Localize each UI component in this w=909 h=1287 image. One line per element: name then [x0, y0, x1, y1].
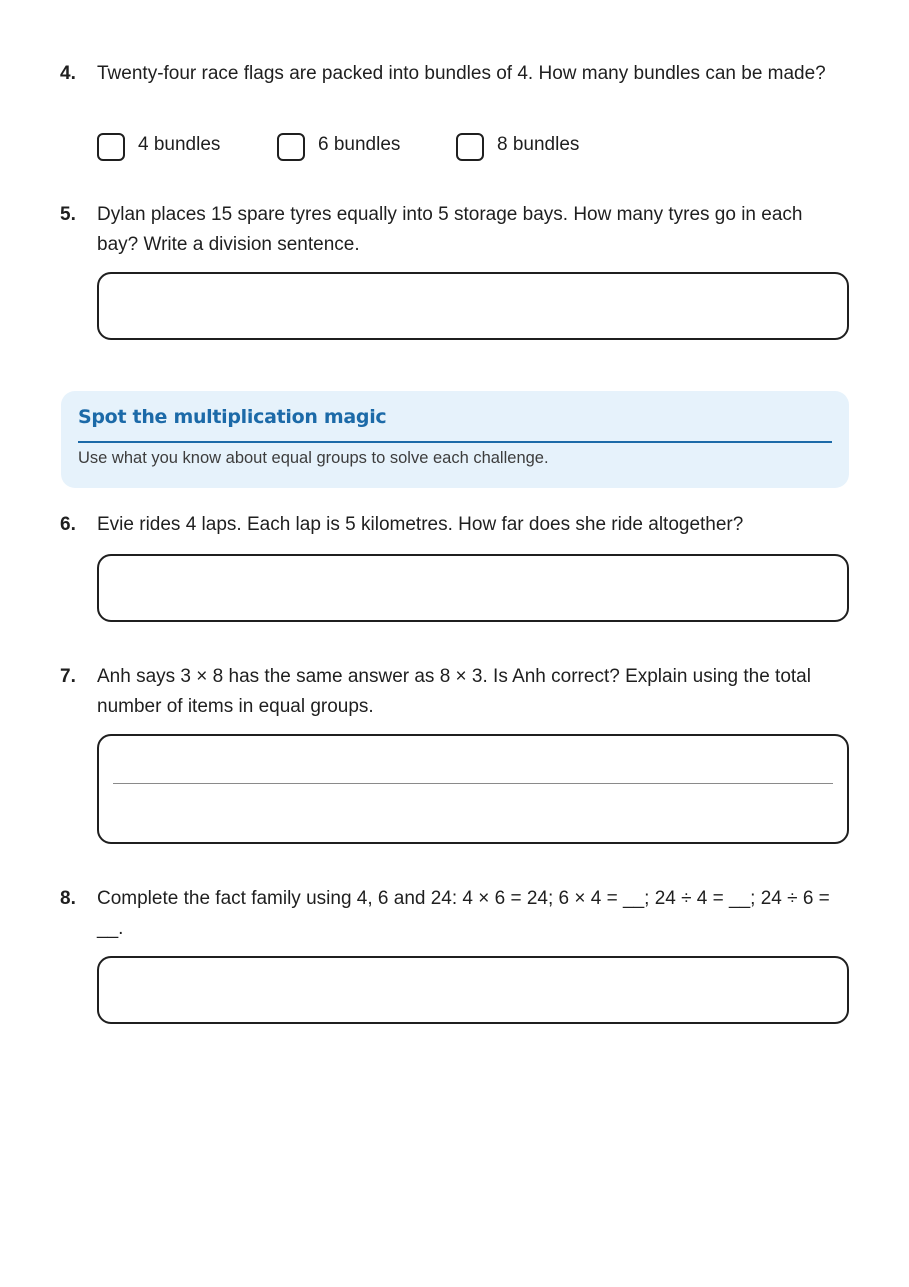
answer-options	[97, 130, 797, 164]
option-8-bundles[interactable]	[456, 130, 579, 164]
callout-text: Use what you know about equal groups to solve each challenge.	[78, 449, 549, 467]
question-6	[60, 510, 830, 540]
checkbox[interactable]	[97, 133, 125, 161]
callout-divider	[78, 441, 832, 443]
question-text: Dylan places 15 spare tyres equally into 5 storage bays. How many tyres go in each bay? Write a division sentence.	[97, 204, 803, 255]
checkbox[interactable]	[277, 133, 305, 161]
answer-box-6[interactable]	[97, 554, 849, 622]
question-8	[60, 884, 830, 944]
question-number: 5.	[60, 204, 76, 225]
option-6-bundles[interactable]	[277, 130, 400, 164]
question-number: 7.	[60, 666, 76, 687]
question-4	[60, 59, 830, 89]
answer-box-5[interactable]	[97, 272, 849, 340]
answer-box-8[interactable]	[97, 956, 849, 1024]
option-label: 8 bundles	[497, 134, 580, 155]
question-text: Twenty-four race flags are packed into bundles of 4. How many bundles can be made?	[97, 63, 826, 84]
option-label: 4 bundles	[138, 134, 221, 155]
question-7	[60, 662, 830, 722]
option-label: 6 bundles	[318, 134, 401, 155]
question-text: Complete the fact family using 4, 6 and 24: 4 × 6 = 24; 6 × 4 = __; 24 ÷ 4 = __; 24 ÷ 6 = __.	[97, 888, 830, 939]
callout-title: Spot the multiplication magic	[78, 406, 387, 428]
answer-box-7[interactable]	[97, 734, 849, 844]
checkbox[interactable]	[456, 133, 484, 161]
question-5	[60, 200, 830, 260]
question-number: 8.	[60, 888, 76, 909]
question-text: Evie rides 4 laps. Each lap is 5 kilometres. How far does she ride altogether?	[97, 514, 744, 535]
question-number: 6.	[60, 514, 76, 535]
question-text: Anh says 3 × 8 has the same answer as 8 × 3. Is Anh correct? Explain using the total number of items in equal groups.	[97, 666, 811, 717]
tip-callout	[61, 391, 849, 488]
writing-line	[113, 783, 833, 784]
question-number: 4.	[60, 63, 76, 84]
option-4-bundles[interactable]	[97, 130, 220, 164]
